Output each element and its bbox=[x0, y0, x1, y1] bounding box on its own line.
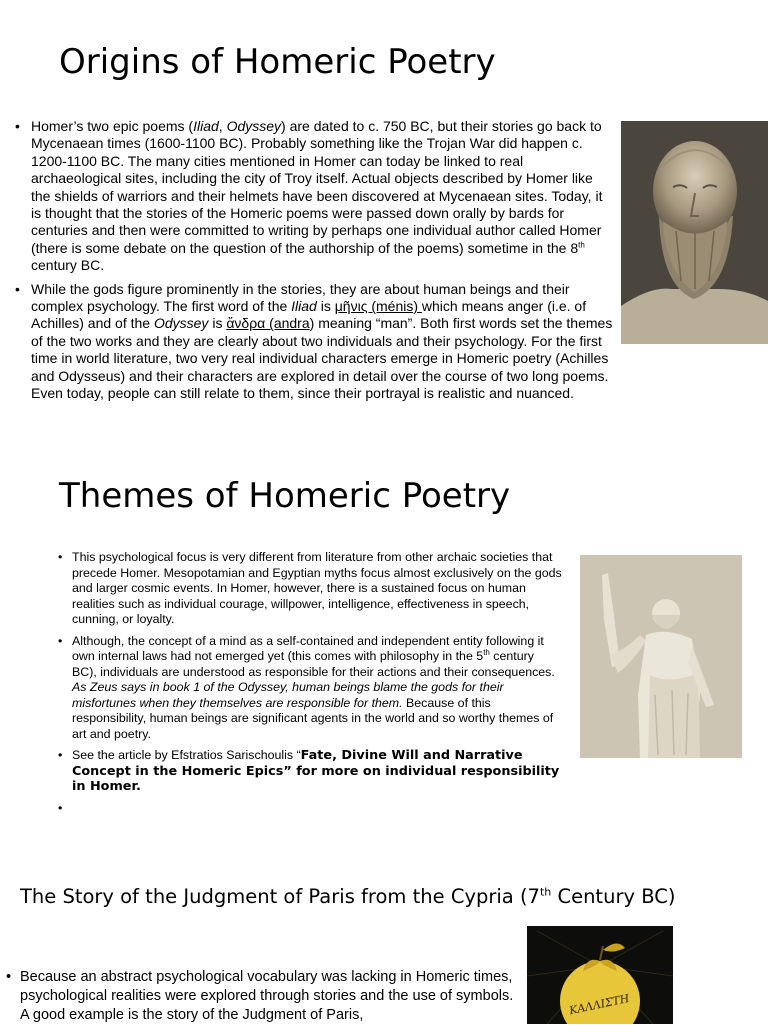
list-item: • This psychological focus is very different from literature from other archaic societies that precede Homer. Mesopotamian and Egyptian myths focus almost exclusively on the gods and larger cosmic events. In Homer, however, there is a sustained focus on human realities such as individual courage, willpower, intelligence, effectiveness in speech, cunning, or loyalty. bbox=[72, 550, 562, 628]
apple-inscription: ΚΑΛΛΙΣΤΗ bbox=[568, 991, 631, 1018]
zeus-quote: As Zeus says in book 1 of the Odyssey, human beings blame the gods for their misfortunes when they themselves are responsible for them. bbox=[72, 680, 504, 710]
themes-bullet-list bbox=[72, 550, 562, 822]
homer-bust-image bbox=[621, 121, 768, 344]
odyssey-title: Odyssey bbox=[226, 118, 282, 134]
article-reference: Fate, Divine Will and Narrative Concept in the Homeric Epics” for more on individual responsibility in Homer. bbox=[72, 748, 560, 794]
page-title-origins: Origins of Homeric Poetry bbox=[59, 42, 496, 82]
andra-link[interactable]: ἄνδρα (andra bbox=[226, 315, 310, 332]
list-item-empty bbox=[72, 801, 562, 817]
golden-apple-image bbox=[527, 926, 673, 1024]
list-item: • While the gods figure prominently in the stories, they are about human beings and their complex psychology. The first word of the Iliad is μῆνις (ménis) which means anger (i.e. of Achilles) and of the Odyssey is ἄνδρα (andra) meaning “man”. Both first words set the themes of the two works and they are clearly about two individuals and their psychology. For the first time in world literature, two very real individual characters emerge in Homeric poetry (Achilles and Odysseus) and their characters are explored in detail over the course of two long poems. Even today, people can still relate to them, since their portrayal is realistic and nuanced. bbox=[31, 281, 616, 403]
iliad-title: Iliad bbox=[193, 118, 219, 134]
judgment-bullet-list bbox=[20, 968, 520, 1025]
list-item: • Although, the concept of a mind as a self-contained and independent entity following it own internal laws had not emerged yet (this comes with philosophy in the 5th century BC), individuals are understood as responsible for their actions and their consequences. As Zeus says in book 1 of the Odyssey, human beings blame the gods for their misfortunes when they themselves are responsible for them. Because of this responsibility, human beings are significant agents in the world and so worthy themes of art and poetry. bbox=[72, 634, 562, 743]
judgment-of-paris-heading: The Story of the Judgment of Paris from the Cypria (7th Century BC) bbox=[20, 885, 676, 908]
odyssey-title: Odyssey bbox=[153, 315, 209, 332]
list-item: • Because an abstract psychological vocabulary was lacking in Homeric times, psychological realities were explored through stories and the use of symbols. A good example is the story of the Judgment of Paris, bbox=[20, 968, 520, 1025]
list-item: • Homer’s two epic poems (Iliad, Odyssey) are dated to c. 750 BC, but their stories go back to Mycenaean times (1600-1100 BC). Probably something like the Trojan War did happen c. 1200-1100 BC. The many cities mentioned in Homer can today be linked to real archaeological sites, including the city of Troy itself. Actual objects described by Homer like the shields of warriors and their helmets have been discovered at Mycenaean sites. Today, it is thought that the stories of the Homeric poems were passed down orally by bards for centuries and then were committed to writing by perhaps one individual author called Homer (there is some debate on the question of the authorship of the poems) sometime in the 8th century BC. bbox=[31, 118, 616, 275]
page-title-themes: Themes of Homeric Poetry bbox=[59, 476, 511, 516]
iliad-title: Iliad bbox=[291, 298, 317, 315]
zeus-statue-image bbox=[580, 555, 742, 758]
list-item: • See the article by Efstratios Sarischoulis “Fate, Divine Will and Narrative Concept in the Homeric Epics” for more on individual responsibility in Homer. bbox=[72, 748, 562, 795]
origins-bullet-list bbox=[31, 118, 616, 409]
menis-link[interactable]: μῆνις (ménis) bbox=[334, 298, 422, 315]
